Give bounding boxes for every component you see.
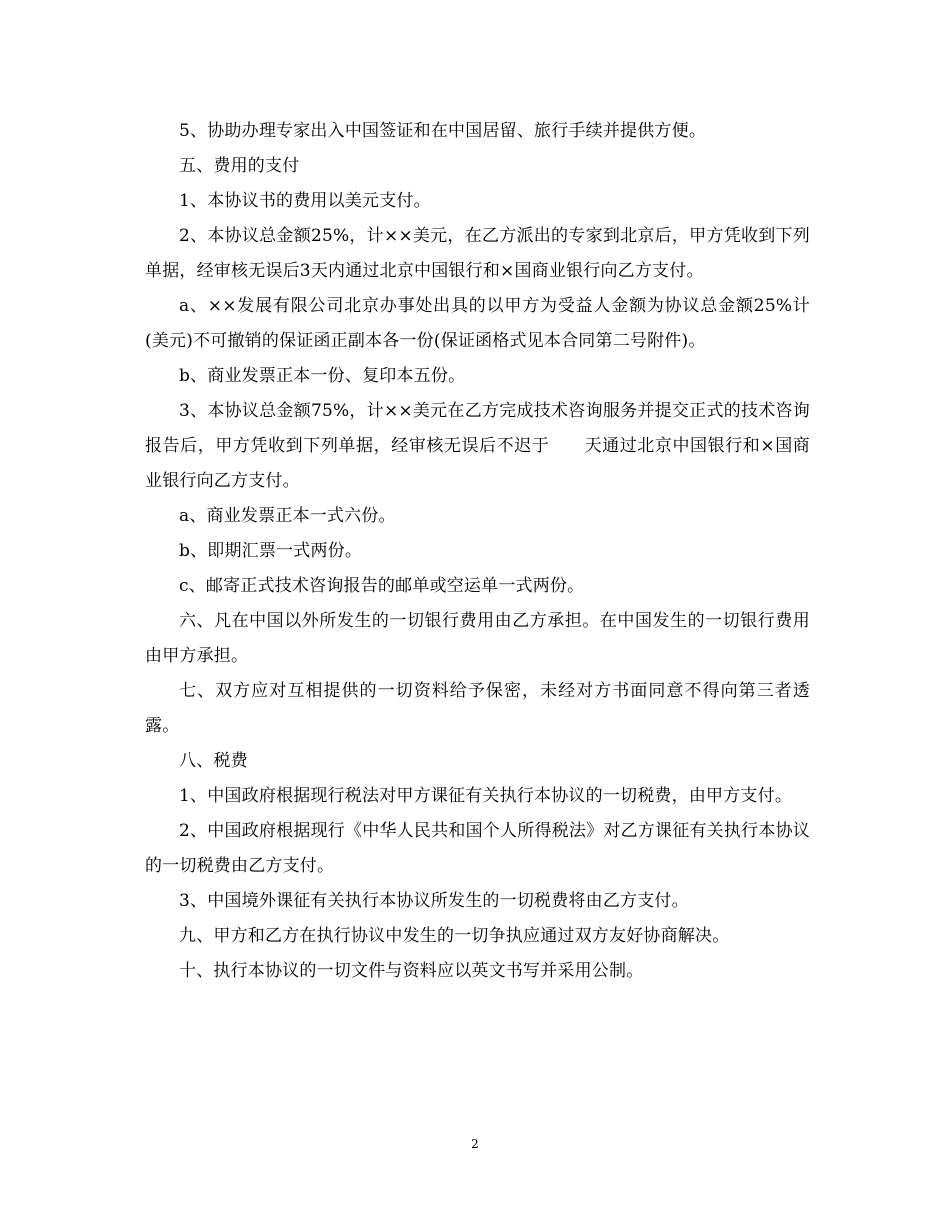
paragraph: a、商业发票正本一式六份。 (179, 506, 396, 526)
paragraph: 2、中国政府根据现行《中华人民共和国个人所得税法》对乙方课征有关执行本协议的一切税费由乙方支付。 (145, 821, 810, 876)
page-number: 2 (471, 1137, 479, 1151)
section-heading: 八、税费 (179, 751, 248, 771)
paragraph: 5、协助办理专家出入中国签证和在中国居留、旅行手续并提供方便。 (179, 121, 707, 141)
body-text (145, 114, 810, 989)
paragraph: 七、双方应对互相提供的一切资料给予保密，未经对方书面同意不得向第三者透露。 (145, 681, 810, 736)
paragraph: 1、本协议书的费用以美元支付。 (179, 191, 431, 211)
paragraph: 九、甲方和乙方在执行协议中发生的一切争执应通过双方友好协商解决。 (179, 926, 730, 946)
paragraph: 十、执行本协议的一切文件与资料应以英文书写并采用公制。 (179, 961, 644, 981)
paragraph: 2、本协议总金额25%，计××美元，在乙方派出的专家到北京后，甲方凭收到下列单据，经审核无误后3天内通过北京中国银行和×国商业银行向乙方支付。 (145, 226, 810, 281)
paragraph: 六、凡在中国以外所发生的一切银行费用由乙方承担。在中国发生的一切银行费用由甲方承担。 (145, 611, 810, 666)
paragraph: 3、本协议总金额75%，计××美元在乙方完成技术咨询服务并提交正式的技术咨询报告后，甲方凭收到下列单据，经审核无误后不迟于 天通过北京中国银行和×国商业银行向乙方支付。 (145, 401, 810, 491)
section-heading: 五、费用的支付 (179, 156, 300, 176)
paragraph: b、商业发票正本一份、复印本五份。 (179, 366, 466, 386)
paragraph: a、××发展有限公司北京办事处出具的以甲方为受益人金额为协议总金额25%计(美元)不可撤销的保证函正副本各一份(保证函格式见本合同第二号附件)。 (145, 296, 810, 351)
paragraph: b、即期汇票一式两份。 (179, 541, 363, 561)
paragraph: c、邮寄正式技术咨询报告的邮单或空运单一式两份。 (179, 576, 585, 596)
paragraph: 1、中国政府根据现行税法对甲方课征有关执行本协议的一切税费，由甲方支付。 (179, 786, 793, 806)
paragraph: 3、中国境外课征有关执行本协议所发生的一切税费将由乙方支付。 (179, 891, 689, 911)
